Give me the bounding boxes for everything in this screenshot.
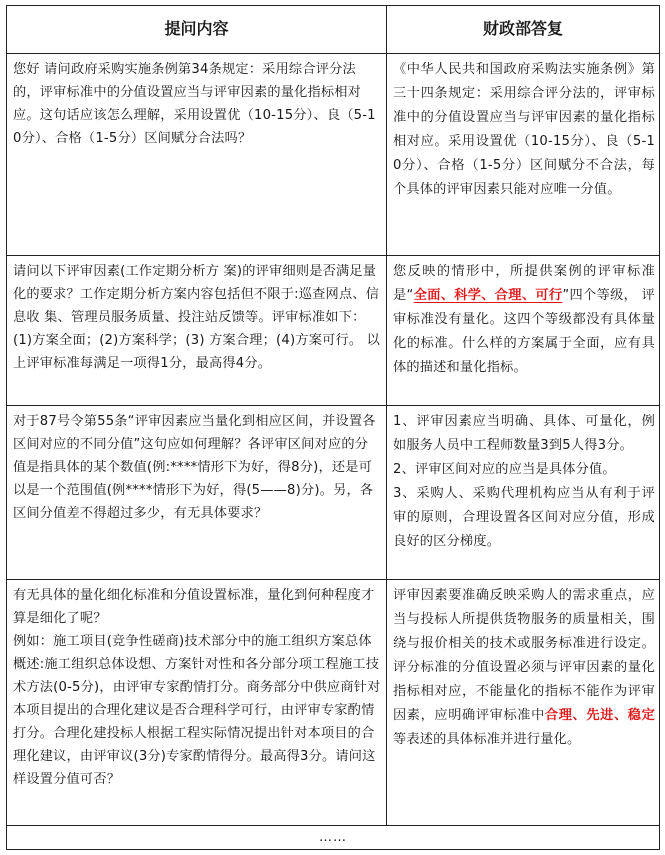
question-cell [7, 256, 387, 405]
question-text: 您好 请问政府采购实施条例第34条规定：采用综合评分法的，评审标准中的分值设置应当与评审因素的量化指标相对应。这句话应该怎么理解，采用设置优（10-15分）、良（5-10分）、合格（1-5分）区间赋分合法吗？ [13, 62, 376, 146]
answer-item: 2、评审区间对应的应当是具体分值。 [393, 462, 616, 477]
answer-text-tail: 等表述的具体标准并进行量化。 [393, 732, 581, 747]
answer-item: 3、采购人、采购代理机构应当从有利于评审的原则，合理设置各区间对应分值，形成良好的区分梯度。 [393, 486, 655, 549]
answer-text [393, 260, 655, 380]
answer-text-lead: 您反映的情形中，所提供案例的评审标准是“ [393, 264, 655, 303]
question-text: 对于87号令第55条“评审因素应当量化到相应区间，并设置各区间对应的不同分值”这句应如何理解？各评审区间对应的分值是指具体的某个数值(例:****情形下为好，得8分)，还是可以是一个范围值(例****情形下为好，得(5——8)分)。另，各区间分值差不得超过多少，有无具体要求？ [13, 414, 376, 521]
answer-cell [387, 406, 659, 579]
question-cell [7, 580, 387, 825]
answer-text [393, 584, 655, 752]
table-header-row [7, 6, 659, 54]
answer-cell [387, 256, 659, 405]
question-text: 有无具体的量化细化标准和分值设置标准，量化到何种程度才算是细化了呢？ [13, 588, 375, 626]
question-cell [7, 54, 387, 255]
table-row [7, 256, 659, 406]
answer-cell [387, 54, 659, 255]
answer-text-lead: 评审因素要准确反映采购人的需求重点，应当与投标人所提供货物服务的质量相关，围绕与报价相关的技术或服务标准进行设定。评分标准的分值设置必须与评审因素的量化指标相对应，不能量化的指标不能作为评审因素，应明确评审标准中 [393, 588, 655, 723]
answer-text: 《中华人民共和国政府采购法实施条例》第三十四条规定：采用综合评分法的，评审标准中的分值设置应当与评审因素的量化指标相对应。采用设置优（10-15分）、良（5-10分）、合格（1-5分）区间赋分不合法，每个具体的评审因素只能对应唯一分值。 [393, 62, 655, 197]
answer-cell [387, 580, 659, 825]
question-column-header: 提问内容 [7, 6, 387, 53]
table-row [7, 54, 659, 256]
qa-table [6, 5, 660, 850]
question-example: 例如：施工项目(竞争性磋商)技术部分中的施工组织方案总体概述:施工组织总体设想、方案针对性和各分部分项工程施工技术方法(0-5分)，由评审专家酌情打分。商务部分中供应商针对本项目提出的合理化建议是否合理科学可行，由评审专家酌情打分。合理化建投标人根据工程实际情况提出针对本项目的合理化建议，由评审议(3分)专家酌情得分。最高得3分。请问这样设置分值可否？ [13, 634, 381, 787]
answer-highlight: 合理、先进、稳定 [544, 708, 655, 723]
answer-item: 1、评审因素应当明确、具体、可量化，例如服务人员中工程师数量3到5人得3分。 [393, 414, 655, 453]
answer-highlight: 全面、科学、合理、可行 [413, 288, 563, 303]
table-row [7, 580, 659, 826]
table-row [7, 406, 659, 580]
answer-text-tail: ”四个等级， 评审标准没有量化。这四个等级都没有具体量化的标准。什么样的方案属于全面，应有具体的描述和量化指标。 [393, 288, 656, 375]
question-text: 请问以下评审因素(工作定期分析方 案)的评审细则是否满足量化的要求？工作定期分析方案内容包括但不限于:巡查网点、信息收 集、管理员服务质量、投注站反馈等。评审标准如下：(1)方案全面；(2)方案科学；(3) 方案合理；(4)方案可行。 以上评审标准每满足一项得1分，最高得4分。 [13, 264, 381, 371]
answer-column-header: 财政部答复 [482, 19, 563, 38]
continuation-ellipsis: …… [319, 830, 347, 845]
question-cell [7, 406, 387, 579]
table-footer [7, 826, 659, 849]
